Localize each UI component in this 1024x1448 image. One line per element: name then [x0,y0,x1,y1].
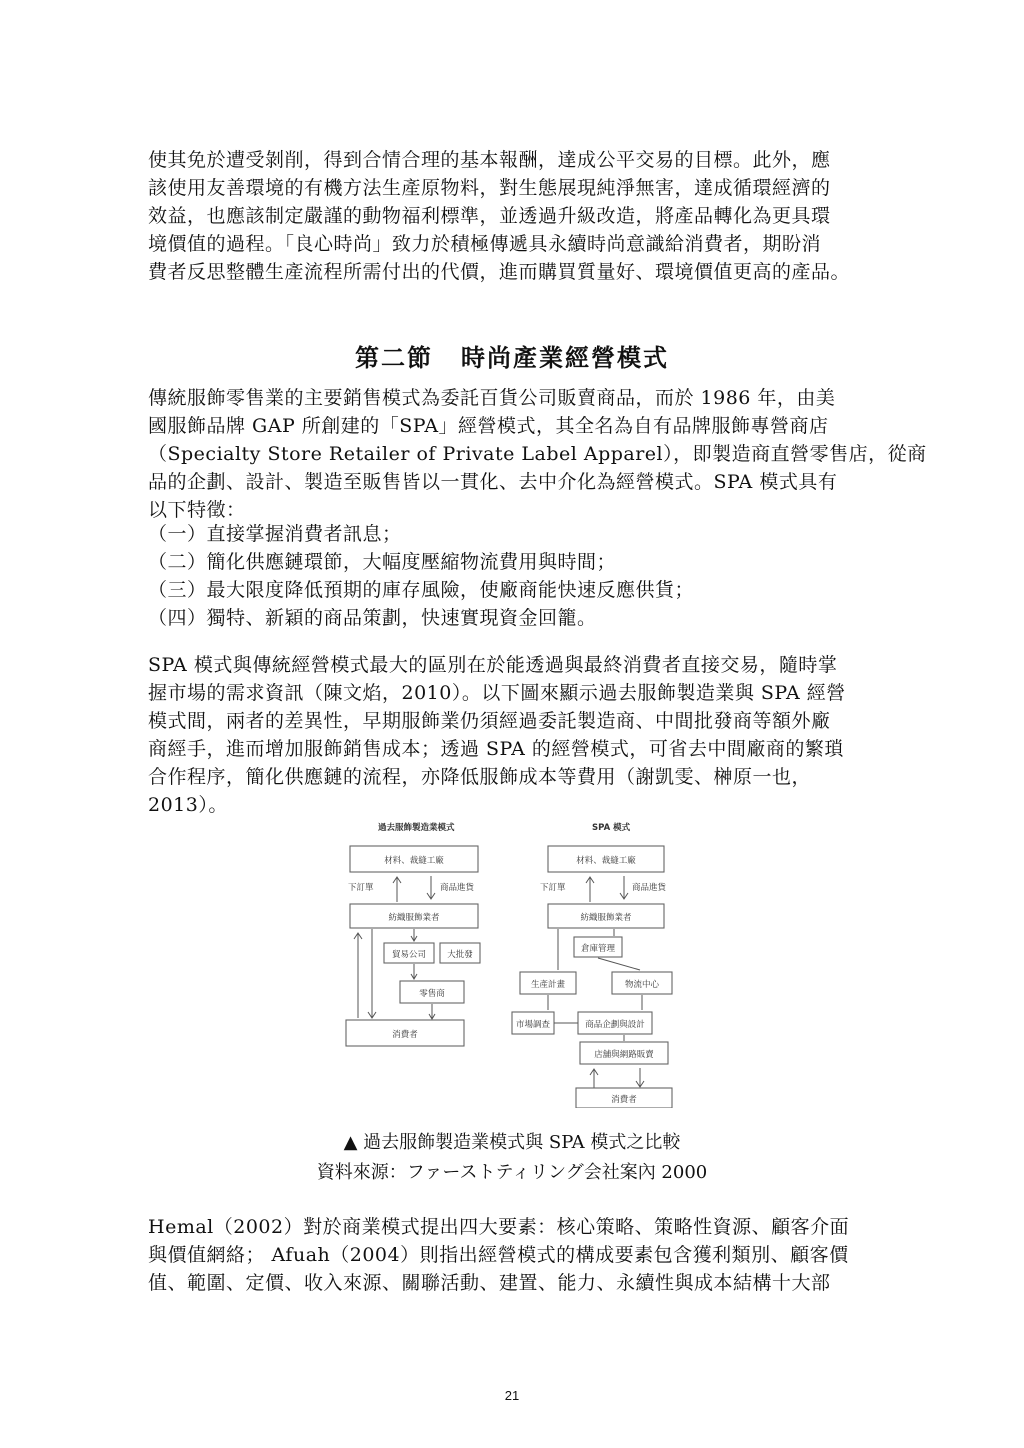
section-heading [0,338,1024,373]
figure-caption [0,1128,1024,1154]
paragraph-line: 效益，也應該制定嚴謹的動物福利標準，並透過升級改造，將產品轉化為更具環 [148,205,831,227]
paragraph-line: 模式間，兩者的差異性，早期服飾業仍須經過委託製造商、中間批發商等額外廠 [148,710,831,732]
paragraph-line: 使其免於遭受剝削，得到合情合理的基本報酬，達成公平交易的目標。此外，應 [148,149,831,171]
spa-intro-paragraph [148,384,927,524]
left-retailer-label: 零售商 [419,989,445,999]
left-consumer-label: 消費者 [392,1030,418,1040]
feature-item: （四）獨特、新穎的商品策劃，快速實現資金回籠。 [148,607,597,629]
right-market-label: 市場調查 [515,1020,551,1030]
right-production-label: 生產計畫 [530,980,566,990]
paragraph-line: 品的企劃、設計、製造至販售皆以一貫化、去中介化為經營模式。SPA 模式具有 [148,471,838,493]
right-order-label: 下訂單 [540,883,566,893]
section-number: 第二節 [355,343,433,372]
caption-title: 過去服飾製造業模式與 SPA 模式之比較 [363,1132,681,1153]
feature-list [148,520,878,632]
paragraph-line: 握市場的需求資訊（陳文焰，2010）。以下圖來顯示過去服飾製造業與 SPA 經營 [148,682,846,704]
paragraph-line: 與價值網絡； Afuah（2004）則指出經營模式的構成要素包含獲利類別、顧客價 [148,1244,849,1266]
paragraph-line: 國服飾品牌 GAP 所創建的「SPA」經營模式，其全名為自有品牌服飾專營商店 [148,415,829,437]
right-materials-label: 材料、裁縫工廠 [576,856,636,866]
page-number: 21 [504,1388,520,1403]
paragraph-line: 值、範圍、定價、收入來源、關聯活動、建置、能力、永續性與成本結構十大部 [148,1272,831,1294]
feature-item: （二）簡化供應鏈環節，大幅度壓縮物流費用與時間； [148,551,617,573]
left-order-label: 下訂單 [348,883,374,893]
left-trading-label: 貿易公司 [391,950,427,960]
left-materials-label: 材料、裁縫工廠 [384,856,444,866]
paragraph-line: 以下特徵： [148,499,246,521]
right-consumer-label: 消費者 [611,1095,637,1105]
paragraph-line: （Specialty Store Retailer of Private Label Apparel），即製造商直營零售店，從商 [148,443,927,465]
section-title: 時尚產業經營模式 [461,343,669,372]
left-wholesale-label: 大批發 [447,950,473,960]
closing-paragraph [148,1213,878,1297]
left-textile-label: 紡織服飾業者 [388,913,440,923]
right-warehouse-label: 倉庫管理 [580,944,616,954]
right-warehouse-logistics-line [598,958,640,970]
figure-source: 資料來源：ファーストティリング会社案內 2000 [316,1162,708,1183]
paragraph-line: SPA 模式與傳統經營模式最大的區別在於能透過與最終消費者直接交易，隨時掌 [148,654,838,676]
feature-item: （一）直接掌握消費者訊息； [148,523,402,545]
paragraph-line: 合作程序，簡化供應鏈的流程，亦降低服飾成本等費用（謝凱雯、榊原一也， [148,766,812,788]
paragraph-line: 商經手，進而增加服飾銷售成本；透過 SPA 的經營模式，可省去中間廠商的繁瑣 [148,738,844,760]
paragraph-line: Hemal（2002）對於商業模式提出四大要素：核心策略、策略性資源、顧客介面 [148,1216,850,1238]
paragraph-line: 2013）。 [148,794,228,816]
right-logistics-label: 物流中心 [624,980,660,990]
right-diagram-title: SPA 模式 [592,823,631,833]
right-stores-label: 店舖與網路販賣 [594,1050,654,1060]
right-planning-label: 商品企劃與設計 [585,1020,645,1030]
caption-triangle-icon: ▲ [343,1132,358,1153]
right-textile-label: 紡織服飾業者 [580,913,632,923]
paragraph-line: 境價值的過程。「良心時尚」致力於積極傳遞具永續時尚意識給消費者，期盼消 [148,233,822,255]
left-delivery-label: 商品進貨 [440,883,475,893]
comparison-paragraph [148,651,878,819]
paragraph-line: 傳統服飾零售業的主要銷售模式為委託百貨公司販賣商品，而於 1986 年，由美 [148,387,836,409]
intro-paragraph [148,146,878,286]
business-model-diagram [330,812,700,1108]
paragraph-line: 該使用友善環境的有機方法生產原物料，對生態展現純淨無害，達成循環經濟的 [148,177,831,199]
left-diagram-title: 過去服飾製造業模式 [378,823,455,833]
right-delivery-label: 商品進貨 [632,883,667,893]
paragraph-line: 費者反思整體生產流程所需付出的代價，進而購買質量好、環境價值更高的產品。 [148,261,851,283]
feature-item: （三）最大限度降低預期的庫存風險，使廠商能快速反應供貨； [148,579,695,601]
